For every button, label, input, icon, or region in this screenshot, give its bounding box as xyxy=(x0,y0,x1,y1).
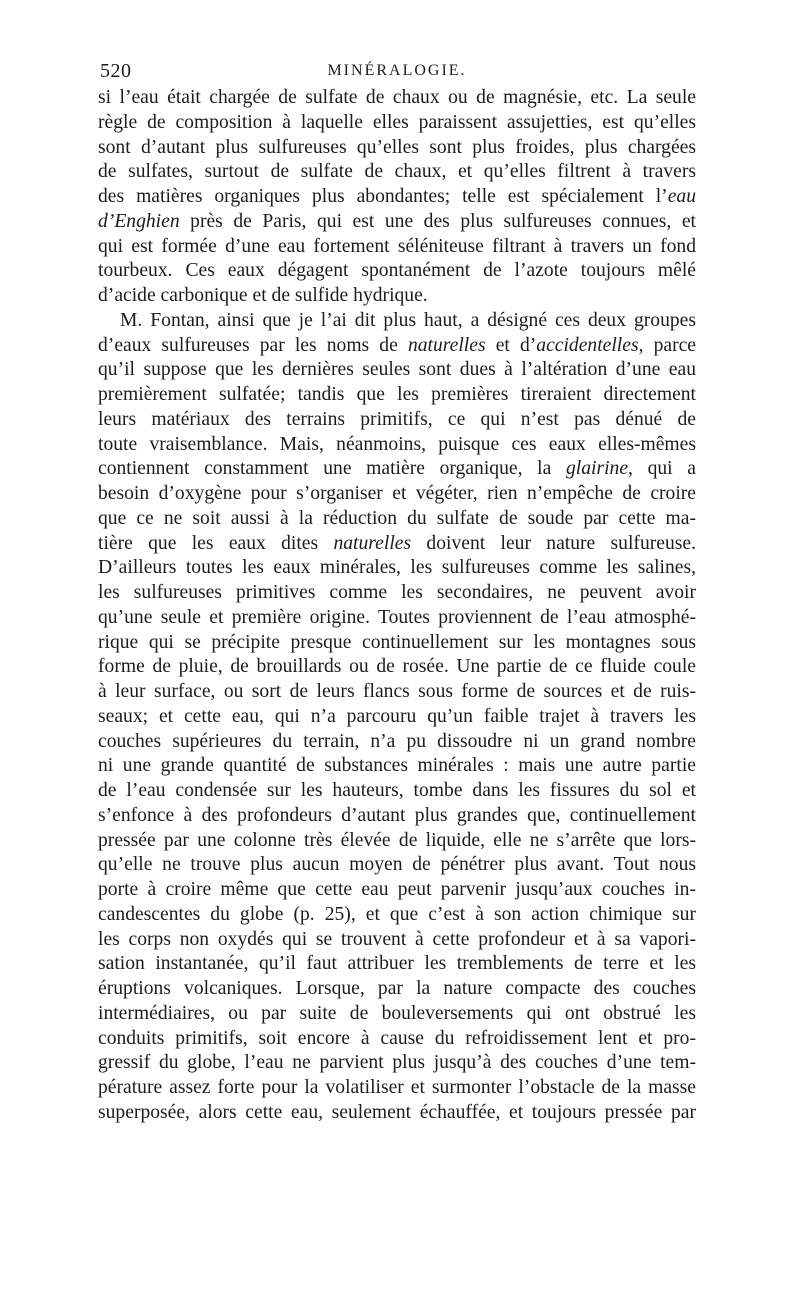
text-line xyxy=(98,680,696,705)
line-text: leurs matériaux des terrains primitifs, ce qui n’est pas dénué de xyxy=(98,408,696,430)
line-text: superposée, alors cette eau, seulement échauffée, et toujours pressée par xyxy=(98,1101,696,1123)
line-text: , qui a xyxy=(628,458,696,480)
text-line xyxy=(98,556,696,581)
text-line xyxy=(98,1101,696,1126)
line-text: à leur surface, ou sort de leurs flancs sous forme de sources et de ruis- xyxy=(98,681,696,702)
text-line xyxy=(98,1051,696,1076)
line-text: gressif du globe, l’eau ne parvient plus jusqu’à des couches d’une tem- xyxy=(98,1052,696,1074)
line-text: qu’une seule et première origine. Toutes proviennent de l’eau atmosphé- xyxy=(98,606,696,628)
text-line xyxy=(98,334,696,359)
text-line xyxy=(98,284,696,309)
text-line xyxy=(98,730,696,755)
text-line xyxy=(98,754,696,779)
line-text: candescentes du globe (p. 25), et que c’est à son action chimique sur xyxy=(98,903,696,925)
line-text: s’enfonce à des profondeurs d’autant plus grandes que, continuellement xyxy=(98,804,696,826)
text-line xyxy=(98,457,696,482)
italic-text: glairine xyxy=(565,458,629,480)
book-page xyxy=(98,56,696,1126)
text-line xyxy=(98,829,696,854)
text-line xyxy=(98,928,696,953)
line-text: couches supérieures du terrain, n’a pu dissoudre ni un grand nombre xyxy=(98,730,696,752)
line-text: tière que les eaux dites xyxy=(98,532,334,554)
text-line xyxy=(98,111,696,136)
line-text: de l’eau condensée sur les hauteurs, tombe dans les fissures du sol et xyxy=(98,780,696,801)
line-text: rique qui se précipite presque continuellement sur les montagnes sous xyxy=(98,631,696,653)
text-line xyxy=(98,235,696,260)
text-line xyxy=(98,705,696,730)
line-text: intermédiaires, ou par suite de bouleversements qui ont obstrué les xyxy=(98,1002,696,1024)
text-line xyxy=(98,482,696,507)
italic-text: naturelles xyxy=(407,334,486,356)
line-text: conduits primitifs, soit encore à cause du refroidissement lent et pro- xyxy=(98,1027,696,1049)
text-line xyxy=(98,259,696,284)
text-line xyxy=(98,631,696,656)
line-text: de sulfates, surtout de sulfate de chaux, et qu’elles filtrent à travers xyxy=(98,161,696,183)
italic-text: eau xyxy=(667,186,696,207)
line-text: sation instantanée, qu’il faut attribuer les tremblements de terre et les xyxy=(98,953,696,975)
line-text: qu’il suppose que les dernières seules sont dues à l’altération d’une eau xyxy=(98,359,696,381)
page-number: 520 xyxy=(100,60,132,82)
line-text: règle de composition à laquelle elles paraissent assujetties, est qu’elles xyxy=(98,111,696,133)
line-text: premièrement sulfatée; tandis que les premières tireraient directement xyxy=(98,384,696,405)
line-text: sont d’autant plus sulfureuses qu’elles sont plus froides, plus chargées xyxy=(98,136,696,158)
line-text: d’acide carbonique et de sulfide hydrique. xyxy=(98,285,428,306)
line-text: d’eaux sulfureuses par les noms de xyxy=(98,334,408,356)
line-text: et d’ xyxy=(485,334,537,356)
text-line xyxy=(98,433,696,458)
text-line xyxy=(98,606,696,631)
line-text: seaux; et cette eau, qui n’a parcouru qu’un faible trajet à travers les xyxy=(98,705,696,727)
text-line xyxy=(98,1076,696,1101)
text-line xyxy=(98,903,696,928)
text-line xyxy=(98,977,696,1002)
text-line xyxy=(98,581,696,606)
line-text: si l’eau était chargée de sulfate de chaux ou de magnésie, etc. La seule xyxy=(98,87,696,108)
line-text: , parce xyxy=(638,334,696,356)
text-line xyxy=(98,383,696,408)
line-text: ni une grande quantité de substances minérales : mais une autre partie xyxy=(98,755,696,777)
line-text: que ce ne soit aussi à la réduction du sulfate de soude par cette ma- xyxy=(98,507,696,529)
body-text xyxy=(98,86,696,1126)
line-text: porte à croire même que cette eau peut parvenir jusqu’aux couches in- xyxy=(98,879,696,900)
text-line xyxy=(98,210,696,235)
line-text: des matières organiques plus abondantes; telle est spécialement l’ xyxy=(98,186,668,207)
text-line xyxy=(98,185,696,210)
line-text: doivent leur nature sulfureuse. xyxy=(411,532,696,554)
line-text: pérature assez forte pour la volatiliser et surmonter l’obstacle de la masse xyxy=(98,1077,696,1098)
text-line xyxy=(98,878,696,903)
line-text: éruptions volcaniques. Lorsque, par la nature compacte des couches xyxy=(98,978,696,999)
text-line xyxy=(98,507,696,532)
line-text: qu’elle ne trouve plus aucun moyen de pénétrer plus avant. Tout nous xyxy=(98,854,696,876)
line-text: tourbeux. Ces eaux dégagent spontanément de l’azote toujours mêlé xyxy=(98,260,696,282)
running-head xyxy=(98,56,696,86)
text-line xyxy=(98,309,696,334)
line-text: contiennent constamment une matière organique, la xyxy=(98,458,566,480)
line-text: près de Paris, qui est une des plus sulfureuses connues, et xyxy=(179,210,696,232)
text-line xyxy=(98,804,696,829)
line-text: pressée par une colonne très élevée de liquide, elle ne s’arrête que lors- xyxy=(98,829,696,851)
line-text: toute vraisemblance. Mais, néanmoins, puisque ces eaux elles-mêmes xyxy=(98,433,696,455)
text-line xyxy=(98,952,696,977)
text-line xyxy=(98,136,696,161)
running-title: MINÉRALOGIE. xyxy=(327,62,467,79)
text-line xyxy=(98,779,696,804)
italic-text: d’Enghien xyxy=(98,210,180,232)
line-text: les corps non oxydés qui se trouvent à cette profondeur et à sa vapori- xyxy=(98,928,696,950)
text-line xyxy=(98,655,696,680)
line-text: besoin d’oxygène pour s’organiser et végéter, rien n’empêche de croire xyxy=(98,483,696,504)
text-line xyxy=(98,86,696,111)
text-line xyxy=(98,853,696,878)
text-line xyxy=(98,1002,696,1027)
line-text: forme de pluie, de brouillards ou de rosée. Une partie de ce fluide coule xyxy=(98,656,696,678)
text-line xyxy=(98,358,696,383)
text-line xyxy=(98,160,696,185)
line-text: D’ailleurs toutes les eaux minérales, les sulfureuses comme les salines, xyxy=(98,557,696,579)
line-text: qui est formée d’une eau fortement séléniteuse filtrant à travers un fond xyxy=(98,235,696,257)
text-line xyxy=(98,408,696,433)
italic-text: accidentelles xyxy=(536,334,639,356)
line-text: les sulfureuses primitives comme les secondaires, ne peuvent avoir xyxy=(98,582,696,603)
text-line xyxy=(98,1027,696,1052)
text-line xyxy=(98,532,696,557)
line-text: M. Fontan, ainsi que je l’ai dit plus haut, a désigné ces deux groupes xyxy=(120,309,696,331)
italic-text: naturelles xyxy=(333,532,412,554)
